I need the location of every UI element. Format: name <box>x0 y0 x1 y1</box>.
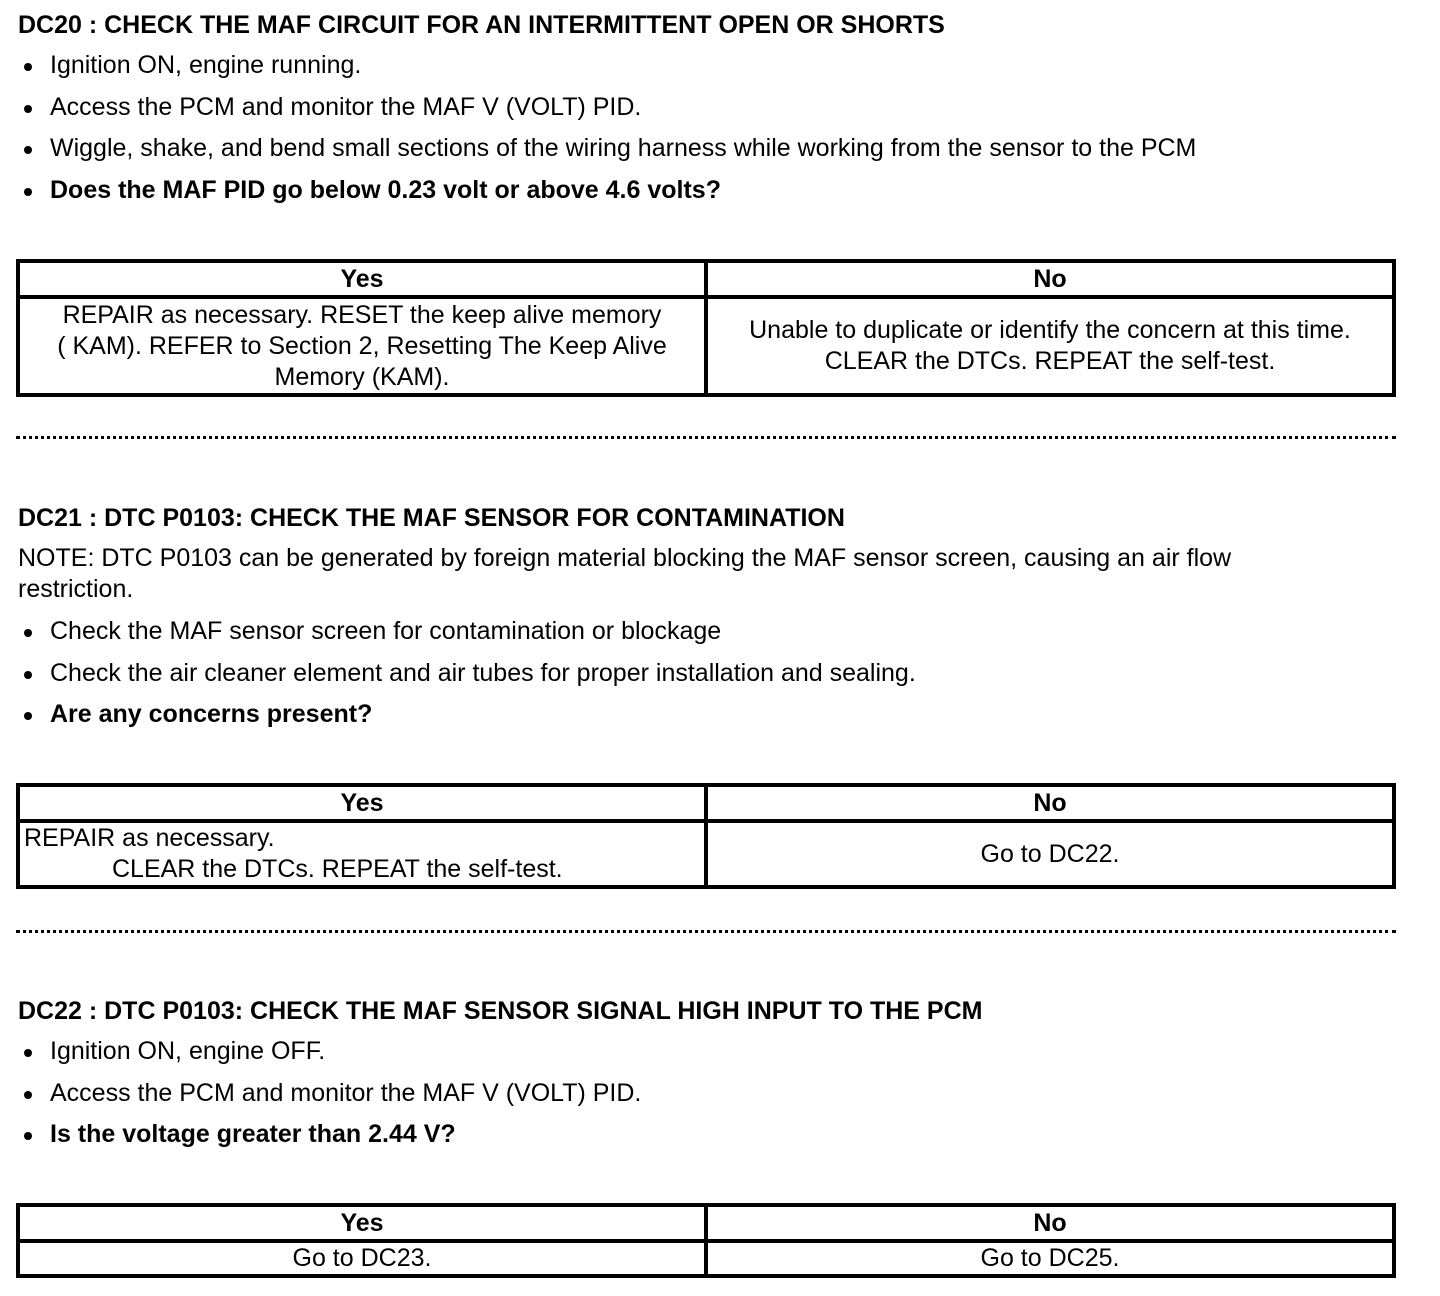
no-action: Go to DC22. <box>706 821 1394 887</box>
bullet-icon <box>24 146 32 154</box>
section-dc20 <box>18 10 1396 216</box>
question-item: Does the MAF PID go below 0.23 volt or above 4.6 volts? <box>18 175 1396 205</box>
yes-header: Yes <box>18 1205 706 1241</box>
step-item: Wiggle, shake, and bend small sections of the wiring harness while working from the sensor to the PCM <box>18 133 1396 163</box>
bullet-icon <box>24 712 32 720</box>
bullet-icon <box>24 1132 32 1140</box>
yes-action: Go to DC23. <box>18 1241 706 1276</box>
no-action: Unable to duplicate or identify the concern at this time. CLEAR the DTCs. REPEAT the self-test. <box>706 297 1394 395</box>
step-item: Access the PCM and monitor the MAF V (VOLT) PID. <box>18 1078 1396 1108</box>
section-heading: DC21 : DTC P0103: CHECK THE MAF SENSOR FOR CONTAMINATION <box>18 504 845 532</box>
section-heading: DC22 : DTC P0103: CHECK THE MAF SENSOR SIGNAL HIGH INPUT TO THE PCM <box>18 997 983 1025</box>
step-item: Check the MAF sensor screen for contamination or blockage <box>18 616 1396 646</box>
bullet-icon <box>24 671 32 679</box>
bullet-icon <box>24 629 32 637</box>
no-header: No <box>706 785 1394 821</box>
no-action: Go to DC25. <box>706 1241 1394 1276</box>
step-item: Ignition ON, engine running. <box>18 50 1396 80</box>
bullet-icon <box>24 105 32 113</box>
yes-action: REPAIR as necessary. CLEAR the DTCs. REPEAT the self-test. <box>18 821 706 887</box>
step-list <box>18 1036 1396 1149</box>
yes-header: Yes <box>18 261 706 297</box>
yes-action: REPAIR as necessary. RESET the keep alive memory ( KAM). REFER to Section 2, Resetting The Keep Alive Memory (KAM). <box>18 297 706 395</box>
section-dc22 <box>18 996 1396 1161</box>
step-list <box>18 50 1396 205</box>
result-table-dc20 <box>16 259 1396 397</box>
no-header: No <box>706 1205 1394 1241</box>
section-divider <box>16 930 1396 933</box>
bullet-icon <box>24 188 32 196</box>
yes-header: Yes <box>18 785 706 821</box>
bullet-icon <box>24 1091 32 1099</box>
bullet-icon <box>24 1049 32 1057</box>
question-item: Are any concerns present? <box>18 699 1396 729</box>
result-table-dc21 <box>16 783 1396 889</box>
step-list <box>18 616 1396 729</box>
step-item: Check the air cleaner element and air tubes for proper installation and sealing. <box>18 658 1396 688</box>
bullet-icon <box>24 63 32 71</box>
question-item: Is the voltage greater than 2.44 V? <box>18 1119 1396 1149</box>
note-text: NOTE: DTC P0103 can be generated by foreign material blocking the MAF sensor screen, causing an air flow restriction. <box>18 544 1232 603</box>
section-heading: DC20 : CHECK THE MAF CIRCUIT FOR AN INTERMITTENT OPEN OR SHORTS <box>18 11 945 39</box>
no-header: No <box>706 261 1394 297</box>
section-dc21 <box>18 503 1396 741</box>
step-item: Ignition ON, engine OFF. <box>18 1036 1396 1066</box>
result-table-dc22 <box>16 1203 1396 1278</box>
section-divider <box>16 436 1396 439</box>
step-item: Access the PCM and monitor the MAF V (VOLT) PID. <box>18 92 1396 122</box>
